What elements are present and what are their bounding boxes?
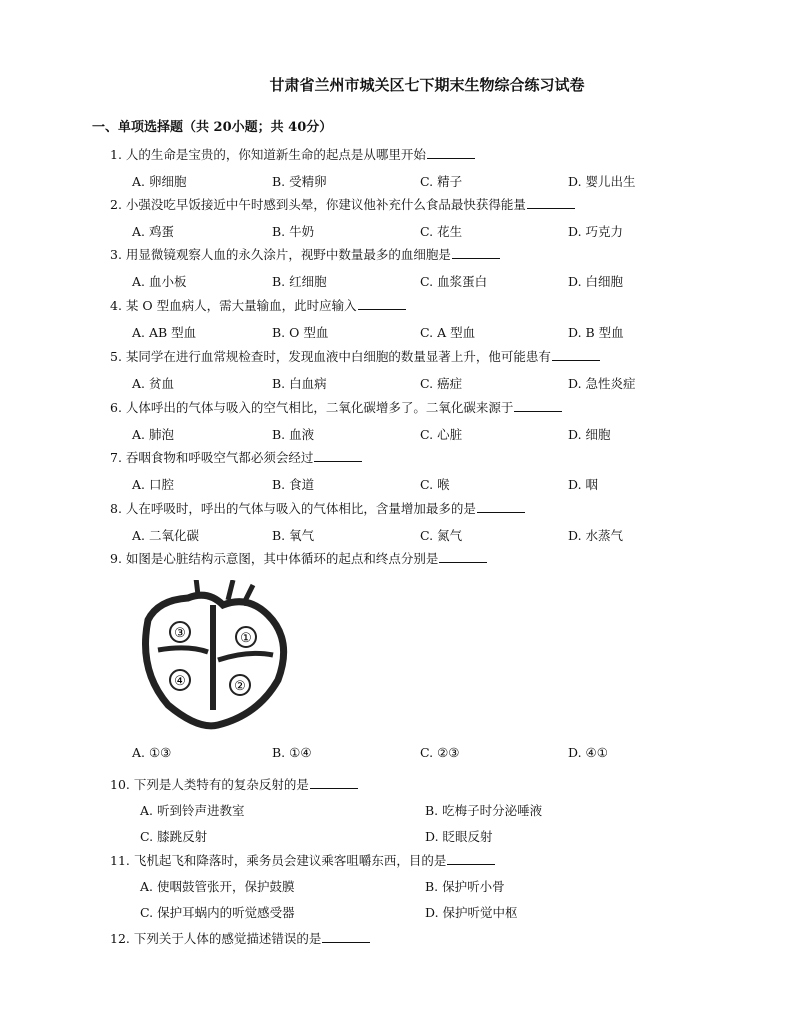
option[interactable]: A. 卵细胞 [132, 174, 187, 189]
question-stem [110, 296, 406, 314]
option[interactable]: A. AB 型血 [132, 325, 197, 340]
option[interactable]: D. B 型血 [568, 325, 624, 340]
answer-blank [427, 147, 475, 159]
option[interactable]: B. 氧气 [272, 528, 315, 543]
option[interactable]: C. A 型血 [420, 325, 476, 340]
option[interactable]: D. 急性炎症 [568, 376, 636, 391]
option[interactable]: B. 血液 [272, 427, 315, 442]
option[interactable]: C. 保护耳蜗内的听觉感受器 [140, 905, 295, 920]
option[interactable]: D. 婴儿出生 [568, 174, 636, 189]
answer-blank [452, 247, 500, 259]
question-stem [110, 245, 500, 263]
heart-label: ④ [174, 674, 186, 689]
option[interactable]: B. 食道 [272, 477, 315, 492]
answer-blank [322, 931, 370, 943]
option[interactable]: C. 氮气 [420, 528, 463, 543]
question-text: 11. 飞机起飞和降落时，乘务员会建议乘客咀嚼东西，目的是 [110, 853, 447, 868]
option[interactable]: C. 心脏 [420, 427, 463, 442]
question-stem [110, 499, 525, 517]
option[interactable]: B. ①④ [272, 745, 312, 760]
answer-blank [314, 450, 362, 462]
question-text: 7. 吞咽食物和呼吸空气都必须会经过 [110, 450, 314, 465]
option[interactable]: C. 精子 [420, 174, 463, 189]
option[interactable]: B. 红细胞 [272, 274, 327, 289]
option[interactable]: B. 保护听小骨 [425, 879, 505, 894]
option[interactable]: A. 二氧化碳 [132, 528, 199, 543]
option[interactable]: B. 牛奶 [272, 224, 315, 239]
question-text: 12. 下列关于人体的感觉描述错误的是 [110, 931, 322, 946]
question-text: 8. 人在呼吸时，呼出的气体与吸入的气体相比，含量增加最多的是 [110, 501, 476, 516]
question-text: 3. 用显微镜观察人血的永久涂片，视野中数量最多的血细胞是 [110, 247, 451, 262]
answer-blank [310, 777, 358, 789]
option[interactable]: A. 鸡蛋 [132, 224, 174, 239]
section-heading: 一、单项选择题（共 20小题；共 40分） [92, 120, 333, 135]
question-stem [110, 145, 475, 163]
option[interactable]: C. 花生 [420, 224, 463, 239]
option[interactable]: A. 使咽鼓管张开，保护鼓膜 [140, 879, 295, 894]
answer-blank [477, 501, 525, 513]
question-stem [110, 347, 600, 365]
question-stem [110, 448, 362, 466]
option[interactable]: A. 听到铃声进教室 [140, 803, 245, 818]
question-text: 9. 如图是心脏结构示意图，其中体循环的起点和终点分别是 [110, 551, 439, 566]
heart-label: ① [240, 631, 252, 646]
option[interactable]: D. 巧克力 [568, 224, 624, 239]
option[interactable]: D. 眨眼反射 [425, 829, 493, 844]
option[interactable]: A. 口腔 [132, 477, 174, 492]
heart-label: ③ [174, 626, 186, 641]
question-text: 2. 小强没吃早饭接近中午时感到头晕，你建议他补充什么食品最快获得能量 [110, 197, 526, 212]
question-stem [110, 775, 358, 793]
option[interactable]: B. 受精卵 [272, 174, 327, 189]
heart-diagram [128, 580, 298, 740]
option[interactable]: C. ②③ [420, 745, 460, 760]
heart-label: ② [234, 679, 246, 694]
option[interactable]: A. 贫血 [132, 376, 174, 391]
option[interactable]: A. 肺泡 [132, 427, 174, 442]
answer-blank [552, 349, 600, 361]
question-text: 1. 人的生命是宝贵的，你知道新生命的起点是从哪里开始 [110, 147, 426, 162]
option[interactable]: C. 膝跳反射 [140, 829, 208, 844]
question-stem [110, 549, 487, 567]
option[interactable]: D. 保护听觉中枢 [425, 905, 518, 920]
question-text: 10. 下列是人类特有的复杂反射的是 [110, 777, 309, 792]
page-title: 甘肃省兰州市城关区七下期末生物综合练习试卷 [269, 76, 585, 94]
option[interactable]: C. 喉 [420, 477, 450, 492]
question-stem [110, 851, 495, 869]
question-text: 5. 某同学在进行血常规检查时，发现血液中白细胞的数量显著上升，他可能患有 [110, 349, 551, 364]
option[interactable]: D. 咽 [568, 477, 599, 492]
option[interactable]: C. 血浆蛋白 [420, 274, 488, 289]
option[interactable]: D. ④① [568, 745, 608, 760]
option[interactable]: D. 细胞 [568, 427, 611, 442]
option[interactable]: A. 血小板 [132, 274, 187, 289]
question-stem [110, 929, 370, 947]
question-text: 4. 某 O 型血病人，需大量输血，此时应输入 [110, 298, 357, 313]
answer-blank [527, 197, 575, 209]
answer-blank [447, 853, 495, 865]
answer-blank [358, 298, 406, 310]
option[interactable]: B. O 型血 [272, 325, 329, 340]
option[interactable]: A. ①③ [132, 745, 172, 760]
option[interactable]: D. 白细胞 [568, 274, 624, 289]
option[interactable]: B. 吃梅子时分泌唾液 [425, 803, 543, 818]
question-stem [110, 398, 562, 416]
question-text: 6. 人体呼出的气体与吸入的空气相比，二氧化碳增多了。二氧化碳来源于 [110, 400, 514, 415]
option[interactable]: B. 白血病 [272, 376, 327, 391]
option[interactable]: C. 癌症 [420, 376, 463, 391]
answer-blank [439, 551, 487, 563]
question-stem [110, 195, 575, 213]
option[interactable]: D. 水蒸气 [568, 528, 624, 543]
answer-blank [514, 400, 562, 412]
